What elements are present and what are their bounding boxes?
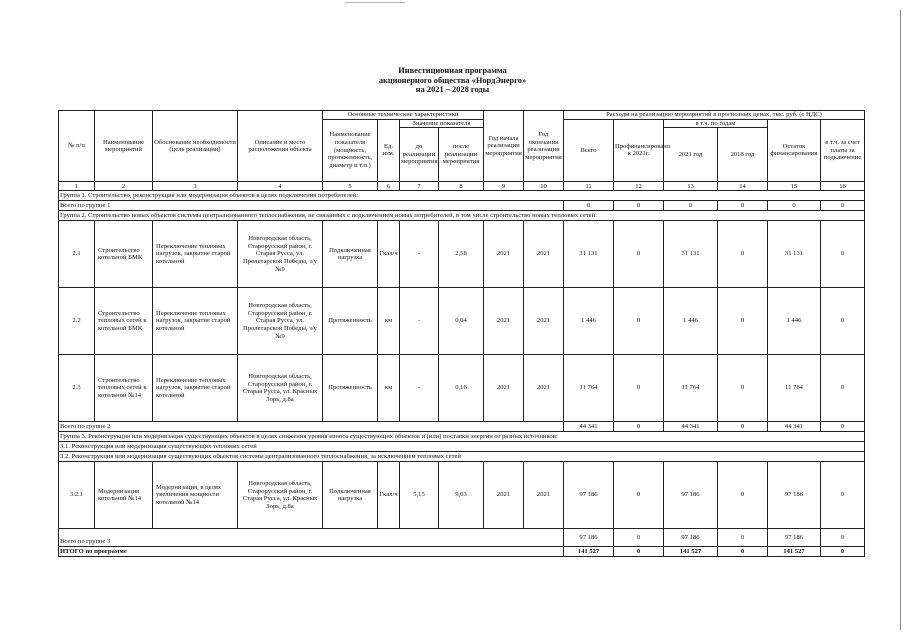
col-num: 13: [664, 182, 718, 191]
group-2-total-row: [59, 422, 865, 432]
row-justification: Переключение тепловых нагрузок, закрытие старой котельной: [153, 221, 238, 288]
header-value-group: Значение показателя: [400, 119, 484, 128]
row-2018: 0: [718, 288, 768, 355]
header-name: Наименование мероприятий: [95, 111, 153, 182]
row-prefinanced: 0: [614, 288, 664, 355]
col-num: 6: [378, 182, 400, 191]
table-row: [59, 221, 865, 288]
total-value: 44 341: [564, 422, 614, 432]
total-value: 0: [614, 422, 664, 432]
row-end-year: 2021: [524, 288, 564, 355]
total-value: 0: [718, 201, 768, 211]
total-value: 0: [768, 201, 821, 211]
row-end-year: 2021: [524, 221, 564, 288]
row-unit: км: [378, 288, 400, 355]
row-name: Строительство котельной БМК: [95, 221, 153, 288]
header-tech-name: Наименование показателя (мощность, протяженность, диаметр и т.п.): [323, 119, 378, 182]
grand-total-label: ИТОГО по программе: [59, 547, 564, 557]
col-num: 3: [153, 182, 238, 191]
row-unit: Гкал/ч: [378, 221, 400, 288]
group-2-label: Группа 2. Строительство новых объектов системы централизованного теплоснабжения, не связанных с подключением новых потребителей, в том числе строительство новых тепловых сетей:: [59, 211, 865, 221]
total-value: 0: [564, 201, 614, 211]
col-num: 10: [524, 182, 564, 191]
row-total: 97 186: [564, 462, 614, 529]
row-description: Новгородская область, Старорусский район, г. Старая Русса, ул. Пролетарской Победы, з/у №9: [238, 221, 323, 288]
row-after: 0,16: [439, 355, 484, 422]
row-parameter: Протяженность: [323, 288, 378, 355]
row-fee: 0: [821, 462, 865, 529]
header-end-year: Год окончания реализации мероприятия: [524, 111, 564, 182]
row-description: Новгородская область, Старорусский район, г. Старая Русса, ул. Красных Зорь, д.8а: [238, 355, 323, 422]
col-num: 15: [768, 182, 821, 191]
group-total-label: Всего по группе 3: [59, 529, 564, 547]
table-row: [59, 355, 865, 422]
row-before: -: [400, 355, 439, 422]
row-fee: 0: [821, 288, 865, 355]
header-unit: Ед. изм.: [378, 119, 400, 182]
total-value: 0: [614, 529, 664, 547]
header-2021: 2021 год: [664, 128, 718, 182]
investment-table: [58, 110, 865, 557]
title-line-2: акционерного общества «НордЭнерго»: [378, 75, 527, 85]
group-total-label: Всего по группе 1: [59, 201, 564, 211]
header-remainder: Остаток финансирования: [768, 119, 821, 182]
total-value: 0: [821, 422, 865, 432]
total-value: 0: [718, 529, 768, 547]
row-justification: Модернизация, в целях увеличения мощности котельной №14: [153, 462, 238, 529]
row-number: 2.1: [59, 221, 95, 288]
row-description: Новгородская область, Старорусский район, г. Старая Русса, ул. Пролетарской Победы, з/у №9: [238, 288, 323, 355]
header-2018: 2018 год: [718, 128, 768, 182]
header-start-year: Год начала реализации мероприятия: [484, 111, 524, 182]
col-num: 9: [484, 182, 524, 191]
col-num: 14: [718, 182, 768, 191]
row-number: 2.2: [59, 288, 95, 355]
row-remainder: 1 446: [768, 288, 821, 355]
col-num: 12: [614, 182, 664, 191]
row-2021: 31 131: [664, 221, 718, 288]
row-prefinanced: 0: [614, 221, 664, 288]
group-3-total-row: [59, 529, 865, 547]
row-remainder: 31 131: [768, 221, 821, 288]
document-title: [0, 66, 905, 95]
total-value: 0: [718, 422, 768, 432]
row-before: -: [400, 288, 439, 355]
header-justification: Обоснование необходимости (цель реализации): [153, 111, 238, 182]
row-prefinanced: 0: [614, 355, 664, 422]
total-value: 97 186: [768, 529, 821, 547]
row-2021: 97 186: [664, 462, 718, 529]
row-unit: км: [378, 355, 400, 422]
col-num: 8: [439, 182, 484, 191]
subgroup-3-2-label: 3.2. Реконструкция или модернизация существующих объектов системы централизованного теплоснабжения, за исключением тепловых сетей: [59, 452, 865, 462]
row-total: 1 446: [564, 288, 614, 355]
table-row: [59, 462, 865, 529]
row-fee: 0: [821, 221, 865, 288]
grand-total-row: [59, 547, 865, 557]
grand-total-value: 0: [614, 547, 664, 557]
group-1-label: Группа 1. Строительство, реконструкция или модернизация объектов в целях подключения потребителей:: [59, 191, 865, 201]
grand-total-value: 141 527: [768, 547, 821, 557]
column-numbers-row: [59, 182, 865, 191]
group-3-label: Группа 3. Реконструкция или модернизация существующих объектов в целях снижения уровня износа существующих объектов и (или) поставки энергии от разных источников:: [59, 432, 865, 442]
total-value: 44 341: [664, 422, 718, 432]
total-value: 0: [821, 201, 865, 211]
col-num: 1: [59, 182, 95, 191]
row-number: 3.2.1: [59, 462, 95, 529]
row-2018: 0: [718, 462, 768, 529]
row-prefinanced: 0: [614, 462, 664, 529]
row-description: Новгородская область, Старорусский район, г. Старая Русса, ул. Красных Зорь, д.8а: [238, 462, 323, 529]
row-justification: Переключение тепловых нагрузок, закрытие старой котельной: [153, 288, 238, 355]
row-2021: 1 446: [664, 288, 718, 355]
scan-edge: [900, 10, 901, 630]
header-description: Описание и место расположения объекта: [238, 111, 323, 182]
grand-total-value: 141 527: [664, 547, 718, 557]
col-num: 4: [238, 182, 323, 191]
col-num: 2: [95, 182, 153, 191]
row-start-year: 2021: [484, 288, 524, 355]
total-value: 97 186: [564, 529, 614, 547]
row-unit: Гкал/ч: [378, 462, 400, 529]
row-remainder: 97 186: [768, 462, 821, 529]
header-n: № п/п: [59, 111, 95, 182]
row-justification: Переключение тепловых нагрузок, закрытие старой котельной: [153, 355, 238, 422]
header-cost-group: Расходы на реализацию мероприятий в прогнозных ценах, тыс. руб. (с НДС): [564, 111, 865, 120]
col-num: 16: [821, 182, 865, 191]
group-total-label: Всего по группе 2: [59, 422, 564, 432]
row-after: 9,03: [439, 462, 484, 529]
grand-total-value: 141 527: [564, 547, 614, 557]
row-end-year: 2021: [524, 355, 564, 422]
grand-total-value: 0: [718, 547, 768, 557]
total-value: 44 341: [768, 422, 821, 432]
header-prefinanced: Профинансировано к 2021г.: [614, 119, 664, 182]
grand-total-value: 0: [821, 547, 865, 557]
row-remainder: 11 764: [768, 355, 821, 422]
header-total: Всего: [564, 119, 614, 182]
total-value: 0: [614, 201, 664, 211]
row-end-year: 2021: [524, 462, 564, 529]
row-name: Модернизация котельной №14: [95, 462, 153, 529]
row-number: 2.3: [59, 355, 95, 422]
col-num: 5: [323, 182, 378, 191]
row-2018: 0: [718, 355, 768, 422]
subgroup-3-1-label: 3.1. Реконструкция или модернизация существующих тепловых сетей: [59, 442, 865, 452]
row-parameter: Подключенная нагрузка: [323, 221, 378, 288]
row-start-year: 2021: [484, 462, 524, 529]
row-total: 31 131: [564, 221, 614, 288]
header-by-years: в т.ч. по годам: [664, 119, 768, 128]
scan-artifact: [345, 2, 405, 3]
row-fee: 0: [821, 355, 865, 422]
row-2018: 0: [718, 221, 768, 288]
total-value: 0: [664, 201, 718, 211]
row-after: 0,04: [439, 288, 484, 355]
col-num: 7: [400, 182, 439, 191]
header-after: после реализации мероприятия: [439, 128, 484, 182]
row-before: -: [400, 221, 439, 288]
row-start-year: 2021: [484, 355, 524, 422]
header-before: до реализации мероприятия: [400, 128, 439, 182]
header-from-fee: в т.ч. за счет платы за подключение: [821, 119, 865, 182]
row-start-year: 2021: [484, 221, 524, 288]
row-before: 5,15: [400, 462, 439, 529]
row-after: 2,58: [439, 221, 484, 288]
table-row: [59, 288, 865, 355]
total-value: 97 186: [664, 529, 718, 547]
row-total: 11 764: [564, 355, 614, 422]
row-parameter: Подключенная нагрузка: [323, 462, 378, 529]
row-name: Строительство тепловых сетей к котельной №14: [95, 355, 153, 422]
title-line-3: на 2021 – 2028 годы: [415, 85, 490, 95]
group-1-total-row: [59, 201, 865, 211]
title-line-1: Инвестиционная программа: [398, 66, 507, 75]
row-parameter: Протяженность: [323, 355, 378, 422]
total-value: 0: [821, 529, 865, 547]
row-name: Строительство тепловых сетей к котельной БМК: [95, 288, 153, 355]
row-2021: 11 764: [664, 355, 718, 422]
header-tech-group: Основные технические характеристики: [323, 111, 484, 120]
col-num: 11: [564, 182, 614, 191]
